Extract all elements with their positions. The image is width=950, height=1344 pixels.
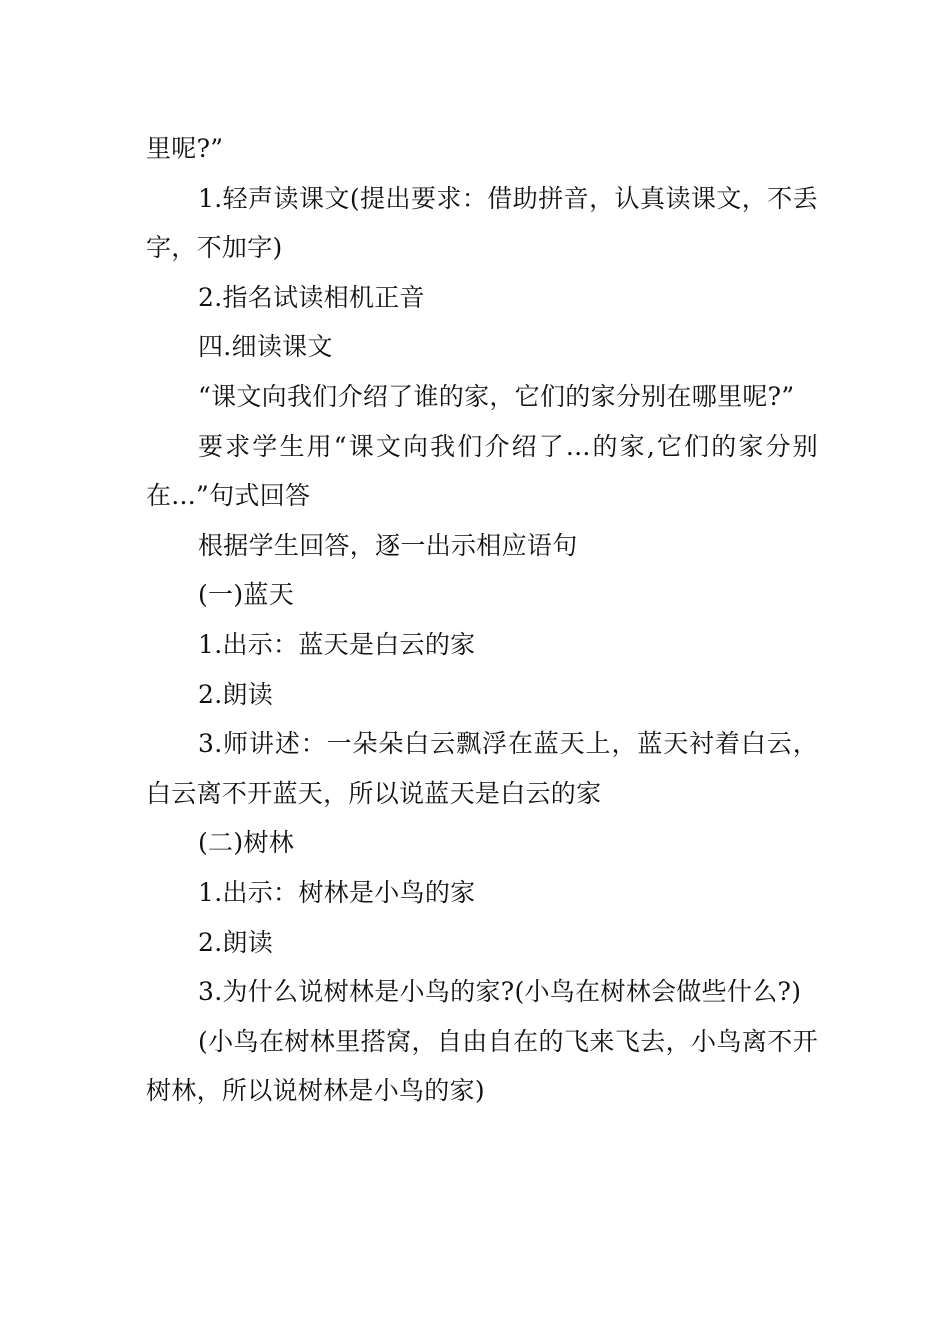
paragraph-read-aloud-instruction: 1.轻声读课文(提出要求：借助拼音，认真读课文，不丢字，不加字): [146, 183, 818, 263]
paragraph-forest-explain: (小鸟在树林里搭窝，自由自在的飞来飞去，小鸟离不开树林，所以说树林是小鸟的家): [146, 1026, 818, 1106]
paragraph-sky-show: 1.出示：蓝天是白云的家: [198, 629, 476, 659]
paragraph-question: “课文向我们介绍了谁的家，它们的家分别在哪里呢?”: [198, 381, 795, 411]
paragraph-answer-pattern: 要求学生用“课文向我们介绍了...的家,它们的家分别在...”句式回答: [146, 431, 818, 511]
paragraph-continuation: 里呢?”: [146, 134, 224, 163]
document-body: [146, 124, 818, 1116]
paragraph-forest-question: 3.为什么说树林是小鸟的家?(小鸟在树林会做些什么?): [198, 977, 802, 1007]
paragraph-sky-read: 2.朗读: [198, 679, 274, 709]
section-heading-close-reading: 四.细读课文: [198, 332, 333, 362]
paragraph-pronunciation: 2.指名试读相机正音: [198, 282, 425, 312]
paragraph-sky-explain: 3.师讲述：一朵朵白云飘浮在蓝天上，蓝天衬着白云，白云离不开蓝天，所以说蓝天是白云的家: [146, 729, 818, 808]
subheading-blue-sky: (一)蓝天: [198, 580, 295, 610]
paragraph-forest-read: 2.朗读: [198, 927, 274, 957]
subheading-forest: (二)树林: [198, 828, 295, 858]
paragraph-show-sentences: 根据学生回答，逐一出示相应语句: [198, 530, 578, 560]
paragraph-forest-show: 1.出示：树林是小鸟的家: [198, 877, 476, 907]
